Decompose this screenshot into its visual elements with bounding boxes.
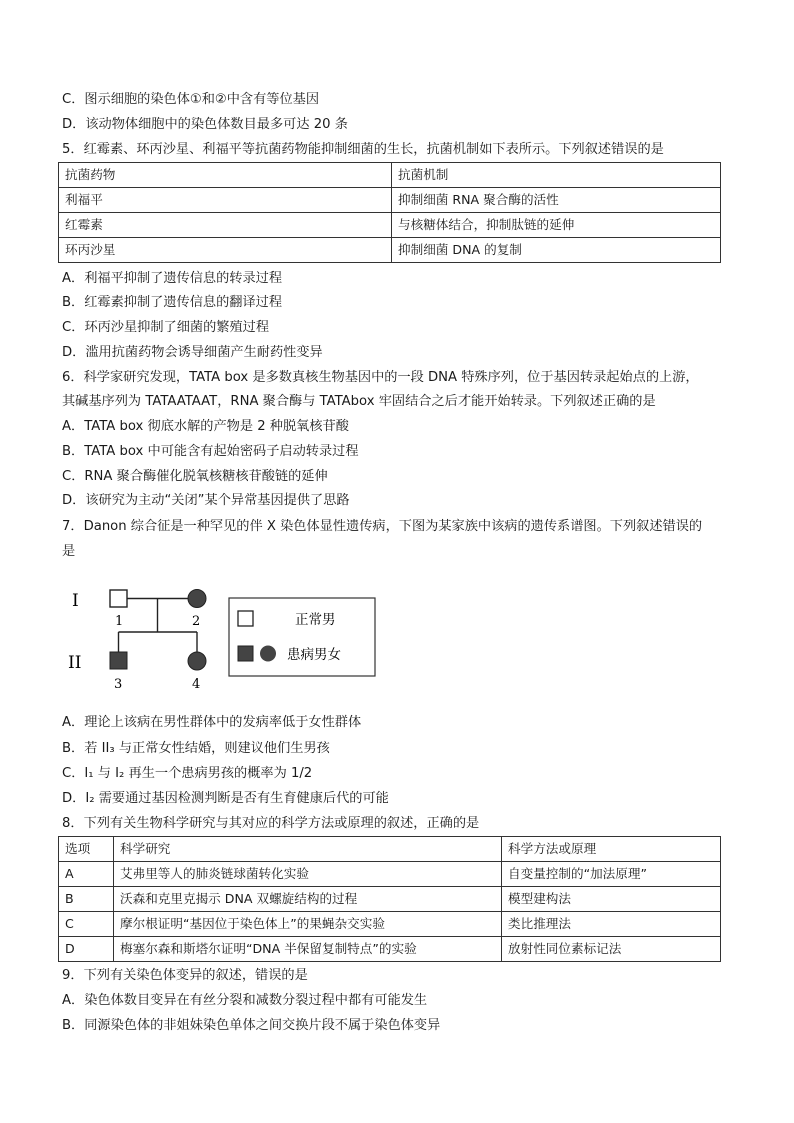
q6-stem-line1: 6．科学家研究发现，TATA box 是多数真核生物基因中的一段 DNA 特殊序列，位于基因转录起始点的上游， — [62, 370, 699, 385]
q6-option-d: D．该研究为主动“关闭”某个异常基因提供了思路 — [62, 493, 350, 508]
individual-number: 4 — [192, 677, 201, 692]
individual-number: 3 — [114, 677, 123, 692]
pedigree-chart — [62, 580, 382, 695]
individual-i2-affected-female — [188, 590, 206, 608]
table-row — [59, 912, 721, 937]
q7-option-c: C．I₁ 与 I₂ 再生一个患病男孩的概率为 1/2 — [62, 766, 313, 781]
table-cell: C — [59, 912, 114, 937]
table-cell: 艾弗里等人的肺炎链球菌转化实验 — [114, 862, 502, 887]
table-header-cell: 抗菌机制 — [392, 163, 721, 188]
individual-ii3-affected-male — [110, 652, 127, 669]
table-cell: 与核糖体结合，抑制肽链的延伸 — [392, 213, 721, 238]
q4-option-d: D．该动物体细胞中的染色体数目最多可达 20 条 — [62, 117, 348, 132]
table-row — [59, 887, 721, 912]
table-cell: A — [59, 862, 114, 887]
q7-option-d: D．I₂ 需要通过基因检测判断是否有生育健康后代的可能 — [62, 791, 389, 806]
generation-label-i: I — [72, 591, 79, 611]
table-cell: 红霉素 — [59, 213, 392, 238]
q7-stem-line2: 是 — [62, 544, 76, 559]
q7-option-a: A．理论上该病在男性群体中的发病率低于女性群体 — [62, 715, 362, 730]
individual-i1-normal-male — [110, 590, 127, 607]
q5-stem: 5．红霉素、环丙沙星、利福平等抗菌药物能抑制细菌的生长，抗菌机制如下表所示。下列叙述错误的是 — [62, 142, 664, 157]
q6-stem-line2: 其碱基序列为 TATAATAAT，RNA 聚合酶与 TATAbox 牢固结合之后才能开始转录。下列叙述正确的是 — [62, 394, 656, 409]
table-cell: B — [59, 887, 114, 912]
generation-label-ii: II — [68, 653, 82, 673]
table-row — [59, 163, 721, 188]
table-cell: 类比推理法 — [502, 912, 721, 937]
individual-number: 1 — [115, 614, 124, 629]
table-row — [59, 238, 721, 263]
table-row — [59, 937, 721, 962]
q6-option-c: C．RNA 聚合酶催化脱氧核糖核苷酸链的延伸 — [62, 469, 328, 484]
legend-affected-label: 患病男女 — [287, 647, 341, 663]
legend-affected-female-symbol — [260, 646, 276, 662]
legend-normal-male-symbol — [238, 611, 253, 626]
table-cell: 利福平 — [59, 188, 392, 213]
q6-option-b: B．TATA box 中可能含有起始密码子启动转录过程 — [62, 444, 359, 459]
q5-option-a: A．利福平抑制了遗传信息的转录过程 — [62, 271, 283, 286]
table-cell: 自变量控制的“加法原理” — [502, 862, 721, 887]
legend-affected-male-symbol — [238, 646, 253, 661]
q6-option-a: A．TATA box 彻底水解的产物是 2 种脱氧核苷酸 — [62, 419, 349, 434]
q9-stem: 9．下列有关染色体变异的叙述，错误的是 — [62, 968, 308, 983]
table-cell: D — [59, 937, 114, 962]
table-cell: 抑制细菌 DNA 的复制 — [392, 238, 721, 263]
table-header-cell: 选项 — [59, 837, 114, 862]
q5-option-c: C．环丙沙星抑制了细菌的繁殖过程 — [62, 320, 270, 335]
table-row — [59, 862, 721, 887]
table-cell: 放射性同位素标记法 — [502, 937, 721, 962]
individual-number: 2 — [192, 614, 201, 629]
q9-option-b: B．同源染色体的非姐妹染色单体之间交换片段不属于染色体变异 — [62, 1018, 441, 1033]
q7-stem-line1: 7．Danon 综合征是一种罕见的伴 X 染色体显性遗传病，下图为某家族中该病的遗传系谱图。下列叙述错误的 — [62, 519, 703, 534]
q4-option-c: C．图示细胞的染色体①和②中含有等位基因 — [62, 92, 320, 107]
legend-box — [229, 598, 375, 676]
legend-normal-male-label: 正常男 — [295, 612, 336, 628]
q5-option-b: B．红霉素抑制了遗传信息的翻译过程 — [62, 295, 283, 310]
q7-option-b: B．若 II₃ 与正常女性结婚，则建议他们生男孩 — [62, 741, 330, 756]
table-header-cell: 抗菌药物 — [59, 163, 392, 188]
q8-stem: 8．下列有关生物科学研究与其对应的科学方法或原理的叙述，正确的是 — [62, 816, 480, 831]
table-header-cell: 科学方法或原理 — [502, 837, 721, 862]
table-cell: 摩尔根证明“基因位于染色体上”的果蝇杂交实验 — [114, 912, 502, 937]
methods-table — [58, 836, 721, 962]
table-row — [59, 837, 721, 862]
table-cell: 抑制细菌 RNA 聚合酶的活性 — [392, 188, 721, 213]
antibiotic-table — [58, 162, 721, 263]
table-cell: 梅塞尔森和斯塔尔证明“DNA 半保留复制特点”的实验 — [114, 937, 502, 962]
table-cell: 环丙沙星 — [59, 238, 392, 263]
table-cell: 沃森和克里克揭示 DNA 双螺旋结构的过程 — [114, 887, 502, 912]
table-cell: 模型建构法 — [502, 887, 721, 912]
q5-option-d: D．滥用抗菌药物会诱导细菌产生耐药性变异 — [62, 345, 323, 360]
q9-option-a: A．染色体数目变异在有丝分裂和减数分裂过程中都有可能发生 — [62, 993, 428, 1008]
table-header-cell: 科学研究 — [114, 837, 502, 862]
table-row — [59, 213, 721, 238]
table-row — [59, 188, 721, 213]
individual-ii4-affected-female — [188, 652, 206, 670]
